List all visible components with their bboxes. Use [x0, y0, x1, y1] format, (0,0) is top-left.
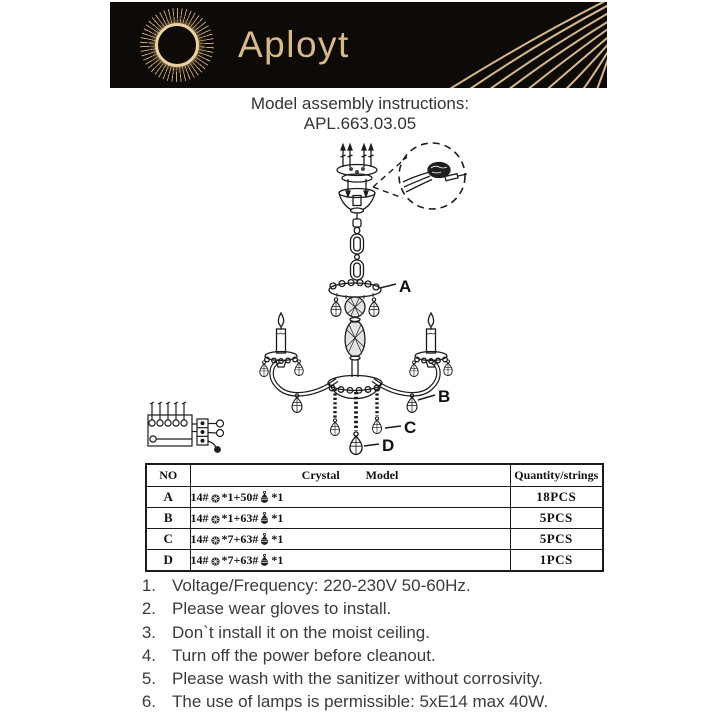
- row-no: B: [146, 508, 190, 529]
- crystal-drop-icon: [260, 533, 269, 545]
- wire-detail-inset: [373, 143, 467, 209]
- instruction-item: [140, 644, 620, 667]
- page-title: Model assembly instructions:: [250, 94, 470, 113]
- crystal-drop-icon: [260, 554, 269, 566]
- center-column: [345, 297, 365, 377]
- row-quantity: 18PCS: [510, 487, 603, 508]
- col-header-quantity: Quantity/strings: [510, 464, 603, 487]
- table-row: [146, 529, 603, 550]
- starburst-logo-icon: [140, 8, 214, 82]
- instruction-item: [140, 574, 620, 597]
- crystal-bead-icon: [211, 536, 220, 545]
- crystal-bead-icon: [211, 494, 220, 503]
- instruction-item: [140, 690, 620, 713]
- instruction-number: 4.: [141, 645, 156, 665]
- right-candle: [410, 313, 453, 377]
- table-header-row: [146, 464, 603, 487]
- candle-arms: [272, 361, 439, 412]
- instruction-text: Voltage/Frequency: 220-230V 50-60Hz.: [172, 576, 471, 595]
- crystal-bead-icon: [211, 515, 220, 524]
- table-row: [146, 550, 603, 572]
- row-no: C: [146, 529, 190, 550]
- row-no: A: [146, 487, 190, 508]
- instruction-text: Please wash with the sanitizer without corrosivity.: [172, 669, 544, 689]
- instruction-number: 2.: [141, 599, 156, 619]
- crystal-parts-table: [145, 463, 604, 572]
- row-quantity: 1PCS: [510, 550, 603, 572]
- instruction-number: 5.: [141, 669, 156, 689]
- instruction-text: Please wear gloves to install.: [172, 599, 392, 619]
- instruction-number: 1.: [141, 576, 156, 595]
- row-model: 14# *1+63# *1: [190, 508, 510, 529]
- canopy: [339, 189, 375, 214]
- instruction-item: [140, 667, 620, 690]
- instruction-text: Turn off the power before cleanout.: [172, 645, 436, 665]
- decorative-rays-icon: [382, 2, 607, 88]
- label-pointer-lines: [364, 284, 435, 446]
- diagram-label-a: A: [399, 277, 412, 296]
- crystal-drop-icon: [260, 491, 269, 503]
- crystal-bead-icon: [211, 557, 220, 566]
- chandelier-line-art: [148, 143, 467, 454]
- row-model: 14# *7+63# *1: [190, 550, 510, 572]
- model-number: APL.663.03.05: [303, 114, 417, 133]
- row-model: 14# *7+63# *1: [190, 529, 510, 550]
- row-no: D: [146, 550, 190, 572]
- crystal-drop-icon: [260, 512, 269, 524]
- diagram-label-b: B: [438, 387, 451, 406]
- row-quantity: 5PCS: [510, 508, 603, 529]
- chain: [351, 213, 364, 284]
- title-block: [0, 94, 720, 133]
- instruction-text: The use of lamps is permissible: 5xE14 max 40W.: [172, 692, 549, 712]
- brand-name: Aployt: [238, 24, 350, 65]
- left-candle: [260, 313, 304, 377]
- table-row: [146, 508, 603, 529]
- col-header-model: Crystal Model: [190, 464, 510, 487]
- center-bowl: [328, 376, 382, 455]
- diagram-label-c: C: [404, 418, 417, 437]
- instruction-text: Don`t install it on the moist ceiling.: [172, 622, 430, 642]
- brand-banner: [110, 2, 607, 88]
- instruction-item: [140, 597, 620, 620]
- instruction-number: 3.: [141, 622, 156, 642]
- row-quantity: 5PCS: [510, 529, 603, 550]
- instruction-number: 6.: [141, 692, 156, 712]
- instructions-list: [140, 574, 620, 714]
- table-row: [146, 487, 603, 508]
- row-model: 14# *1+50# *1: [190, 487, 510, 508]
- instruction-item: [140, 621, 620, 644]
- terminal-block-diagram: [148, 402, 224, 452]
- diagram-label-d: D: [382, 436, 395, 455]
- chandelier-assembly-diagram: [115, 131, 470, 462]
- col-header-no: NO: [146, 464, 190, 487]
